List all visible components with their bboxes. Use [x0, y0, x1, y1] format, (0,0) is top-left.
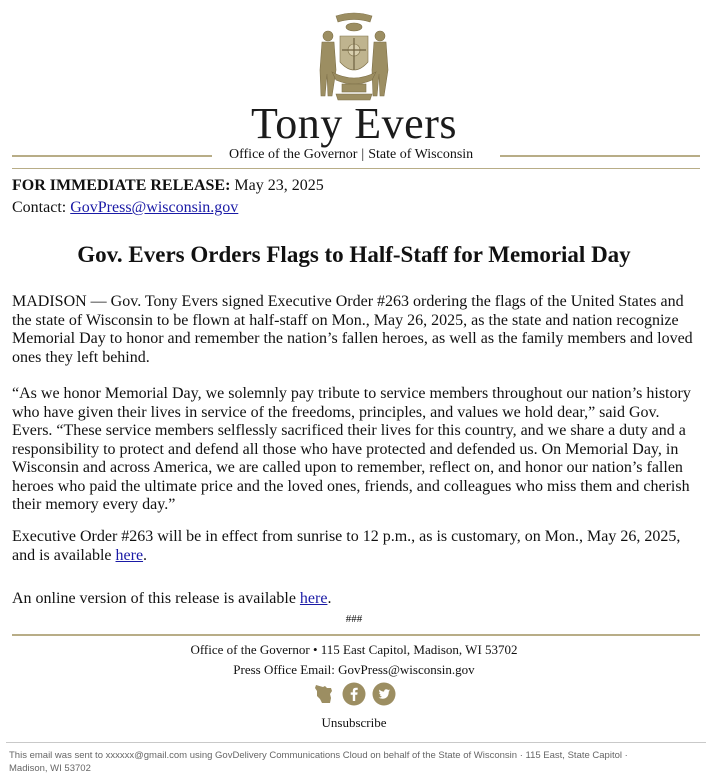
footer-divider [12, 634, 700, 636]
paragraph-2: “As we honor Memorial Day, we solemnly pay tribute to service members throughout our nation’s history who have given their lives in service of the freedoms, principles, and values we hold dear,” said Gov. Evers. “These service members selflessly sacrificed their lives for this country, and we share a duty and a responsibility to protect and defend all those who have protected and defended us. On Memorial Day, in Wisconsin and across America, we are called upon to remember, reflect on, and honor our nation’s fallen heroes who paid the ultimate price and the loved ones, friends, and colleagues who miss them and cherish their memory every day.” [12, 385, 691, 513]
paragraph-3 [12, 528, 702, 565]
contact-label: Contact: [12, 199, 67, 216]
subtitle-separator: | [361, 147, 365, 162]
footer-address: Office of the Governor • 115 East Capitol, Madison, WI 53702 [190, 642, 518, 657]
office-subtitle [229, 147, 473, 163]
office-label: Office of the Governor [229, 147, 358, 162]
end-marks: ### [345, 613, 363, 625]
p4-end: . [327, 590, 332, 607]
paragraph-4 [12, 590, 702, 609]
p4-text: An online version of this release is available [12, 590, 300, 607]
wisconsin-map-icon[interactable] [312, 682, 336, 706]
paragraph-1: MADISON — Gov. Tony Evers signed Executive Order #263 ordering the flags of the United States and the state of Wisconsin to be flown at half-staff on Mon., May 26, 2025, as the state and nation recognize Memorial Day to honor and remember the nation’s fallen heroes, as well as the family members and loved ones they left behind. [12, 293, 693, 366]
state-label: State of Wisconsin [368, 147, 474, 162]
headline: Gov. Evers Orders Flags to Half-Staff for Memorial Day [77, 242, 631, 267]
release-line [12, 175, 324, 197]
unsubscribe-link[interactable]: Unsubscribe [321, 715, 387, 730]
executive-order-link[interactable]: here [115, 546, 144, 564]
p3-text: Executive Order #263 will be in effect from sunrise to 12 p.m., as is customary, on Mon., May 26, 2025, and is available [12, 528, 681, 564]
divider [500, 155, 700, 157]
contact-email-link[interactable]: GovPress@wisconsin.gov [70, 199, 239, 216]
footer-press-email: Press Office Email: GovPress@wisconsin.gov [233, 662, 475, 677]
contact-line [12, 197, 238, 219]
online-version-link[interactable]: here [299, 590, 328, 607]
p3-end: . [143, 546, 148, 564]
twitter-icon[interactable] [372, 682, 396, 706]
divider [12, 155, 212, 157]
disclaimer-divider [6, 742, 706, 743]
disclaimer-text: This email was sent to xxxxxx@gmail.com using GovDelivery Communications Cloud on behalf of the State of Wisconsin · 115 East, State Capitol · Madison, WI 53702 [9, 750, 628, 774]
social-links [0, 682, 708, 708]
office-subtitle-row [12, 146, 700, 166]
release-label: FOR IMMEDIATE RELEASE: [12, 177, 231, 194]
release-date: May 23, 2025 [234, 177, 324, 194]
wisconsin-state-seal-icon [312, 10, 396, 102]
facebook-icon[interactable] [342, 682, 366, 706]
governor-name: Tony Evers [251, 99, 457, 148]
header-divider [12, 168, 700, 169]
